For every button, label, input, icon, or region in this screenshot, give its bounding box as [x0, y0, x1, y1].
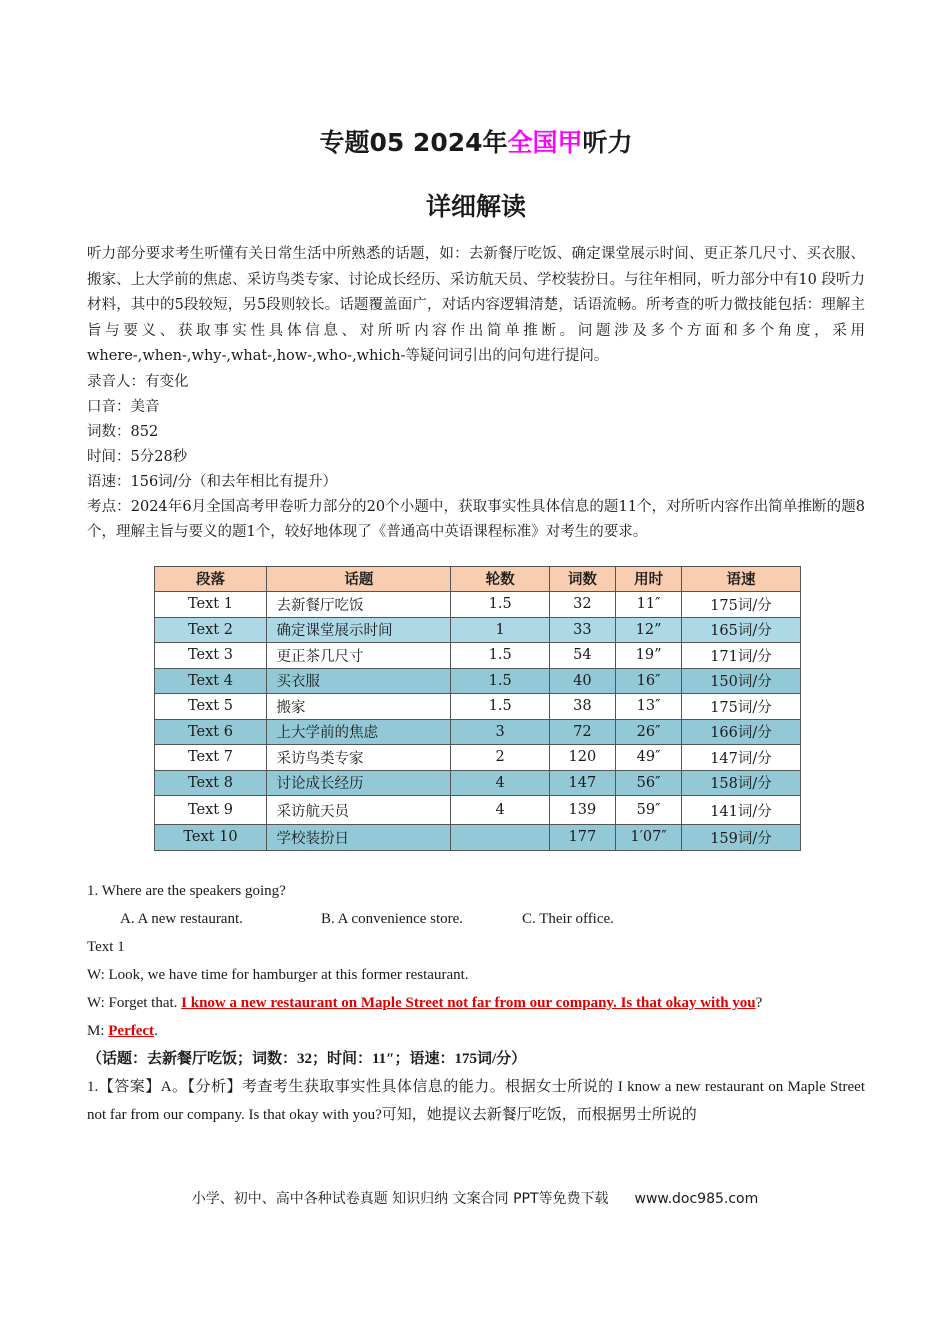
table-cell: 买衣服 [267, 668, 451, 694]
table-cell: 2 [451, 745, 550, 771]
page-title [87, 118, 865, 168]
table-cell: 38 [550, 694, 616, 720]
table-cell: 59″ [615, 796, 682, 825]
table-cell: 139 [550, 796, 616, 825]
table-cell: 158词/分 [682, 770, 800, 796]
info-line: 时间：5分28秒 [87, 448, 188, 465]
table-cell: 166词/分 [682, 719, 800, 745]
table-row [154, 617, 800, 643]
kaodian-paragraph: 考点：2024年6月全国高考甲卷听力部分的20个小题中，获取事实性具体信息的题11个，对所听内容作出简单推断的题8个，理解主旨与要义的题1个，较好地体现了《普通高中英语课程标准》对考生的要求。 [87, 498, 865, 540]
dialogue-line-3 [87, 1017, 865, 1045]
line3-prefix: M: [87, 1022, 109, 1039]
info-line: 录音人：有变化 [87, 373, 189, 390]
table-cell: 学校装扮日 [267, 825, 451, 851]
info-line: 语速：156词/分（和去年相比有提升） [87, 473, 338, 490]
intro-paragraph: 听力部分要求考生听懂有关日常生活中所熟悉的话题，如：去新餐厅吃饭、确定课堂展示时间、更正茶几尺寸、买衣服、搬家、上大学前的焦虑、采访鸟类专家、讨论成长经历、采访航天员、学校装扮日。与往年相同，听力部分中有10 段听力材料，其中的5段较短，另5段则较长。话题覆盖面广，对话内容逻辑清楚，话语流畅。所考查的听力微技能包括：理解主旨与要义、获取事实性具体信息、对所听内容作出简单推断。问题涉及多个方面和多个角度，采用 where-,when-,why-,what-,how-,who-,which-等疑问词引出的问句进行提问。 [87, 246, 865, 364]
table-cell: 19” [615, 643, 682, 669]
table-body [154, 592, 800, 851]
text-label: Text 1 [87, 938, 125, 955]
table-cell: 更正茶几尺寸 [267, 643, 451, 669]
table-cell: 165词/分 [682, 617, 800, 643]
title-prefix: 专题05 2024年 [319, 128, 508, 157]
answer-analysis: 1.【答案】A。【分析】考查考生获取事实性具体信息的能力。根据女士所说的 I know a new restaurant on Maple Street not far from our company. Is that okay with you?可知，她提议去新餐厅吃饭，而根据男士所说的 [87, 1078, 865, 1123]
table-cell: 讨论成长经历 [267, 770, 451, 796]
table-cell: 177 [550, 825, 616, 851]
table-cell: 49″ [615, 745, 682, 771]
table-cell: 54 [550, 643, 616, 669]
line3-suffix: . [154, 1022, 158, 1039]
title-highlight: 全国甲 [507, 128, 583, 157]
table-cell: 175词/分 [682, 694, 800, 720]
table-cell: Text 8 [154, 770, 267, 796]
table-cell: 56″ [615, 770, 682, 796]
table-row [154, 643, 800, 669]
table-cell: 171词/分 [682, 643, 800, 669]
table-row [154, 668, 800, 694]
table-cell: 确定课堂展示时间 [267, 617, 451, 643]
table-cell: 40 [550, 668, 616, 694]
line2-highlight: I know a new restaurant on Maple Street not far from our company. Is that okay with you [181, 994, 756, 1011]
table-row [154, 745, 800, 771]
table-cell: Text 9 [154, 796, 267, 825]
table-cell: 4 [451, 770, 550, 796]
table-cell: 去新餐厅吃饭 [267, 592, 451, 618]
table-cell: 141词/分 [682, 796, 800, 825]
table-cell: Text 5 [154, 694, 267, 720]
table-cell: Text 6 [154, 719, 267, 745]
table-cell: 16″ [615, 668, 682, 694]
table-cell: 1.5 [451, 643, 550, 669]
table-row [154, 694, 800, 720]
question-options [120, 905, 865, 933]
option-a: A. A new restaurant. [120, 910, 243, 927]
table-cell: 4 [451, 796, 550, 825]
option-c: C. Their office. [522, 910, 614, 927]
table-cell: 1′07″ [615, 825, 682, 851]
table-row [154, 796, 800, 825]
table-cell: 13″ [615, 694, 682, 720]
table-cell: 上大学前的焦虑 [267, 719, 451, 745]
footer-text: 小学、初中、高中各种试卷真题 知识归纳 文案合同 PPT等免费下载 [191, 1191, 609, 1207]
table-cell [451, 825, 550, 851]
table-cell: 147词/分 [682, 745, 800, 771]
line3-highlight: Perfect [108, 1022, 155, 1039]
line2-suffix: ? [755, 994, 763, 1011]
table-header-cell: 词数 [550, 566, 616, 592]
table-header-cell: 轮数 [451, 566, 550, 592]
table-cell: 32 [550, 592, 616, 618]
page-subtitle: 详细解读 [425, 192, 526, 221]
dialogue-line-1: W: Look, we have time for hamburger at this former restaurant. [87, 966, 469, 983]
table-cell: Text 4 [154, 668, 267, 694]
table-cell: 150词/分 [682, 668, 800, 694]
table-cell: 3 [451, 719, 550, 745]
table-row [154, 719, 800, 745]
table-cell: 搬家 [267, 694, 451, 720]
table-header-cell: 语速 [682, 566, 800, 592]
option-b: B. A convenience store. [321, 910, 464, 927]
listening-stats-table [154, 566, 801, 851]
table-cell: Text 2 [154, 617, 267, 643]
table-cell: 120 [550, 745, 616, 771]
table-cell: 11″ [615, 592, 682, 618]
footer-site-link[interactable]: www.doc985.com [634, 1191, 759, 1207]
table-cell: 采访航天员 [267, 796, 451, 825]
table-cell: 26″ [615, 719, 682, 745]
line2-prefix: W: Forget that. [87, 994, 182, 1011]
table-cell: Text 3 [154, 643, 267, 669]
table-header-cell: 用时 [615, 566, 682, 592]
dialogue-line-2 [87, 989, 865, 1017]
table-cell: 采访鸟类专家 [267, 745, 451, 771]
table-cell: 175词/分 [682, 592, 800, 618]
table-row [154, 592, 800, 618]
info-line: 口音：美音 [87, 398, 160, 415]
table-cell: 159词/分 [682, 825, 800, 851]
info-list [87, 370, 865, 495]
table-cell: 33 [550, 617, 616, 643]
table-cell: 1.5 [451, 592, 550, 618]
table-cell: 1.5 [451, 668, 550, 694]
table-row [154, 825, 800, 851]
table-header-cell: 话题 [267, 566, 451, 592]
table-cell: Text 10 [154, 825, 267, 851]
table-header-row [154, 566, 800, 592]
table-cell: 1 [451, 617, 550, 643]
document-page [87, 118, 865, 1129]
info-line: 词数：852 [87, 423, 159, 440]
table-cell: 147 [550, 770, 616, 796]
question-stem: 1. Where are the speakers going? [87, 882, 286, 899]
table-cell: 72 [550, 719, 616, 745]
table-cell: 12” [615, 617, 682, 643]
question-summary: （话题：去新餐厅吃饭；词数：32；时间：11″；语速：175词/分） [87, 1050, 527, 1067]
page-footer [0, 1188, 950, 1208]
table-cell: 1.5 [451, 694, 550, 720]
table-row [154, 770, 800, 796]
table-header-cell: 段落 [154, 566, 267, 592]
table-cell: Text 7 [154, 745, 267, 771]
title-suffix: 听力 [582, 128, 633, 157]
table-cell: Text 1 [154, 592, 267, 618]
